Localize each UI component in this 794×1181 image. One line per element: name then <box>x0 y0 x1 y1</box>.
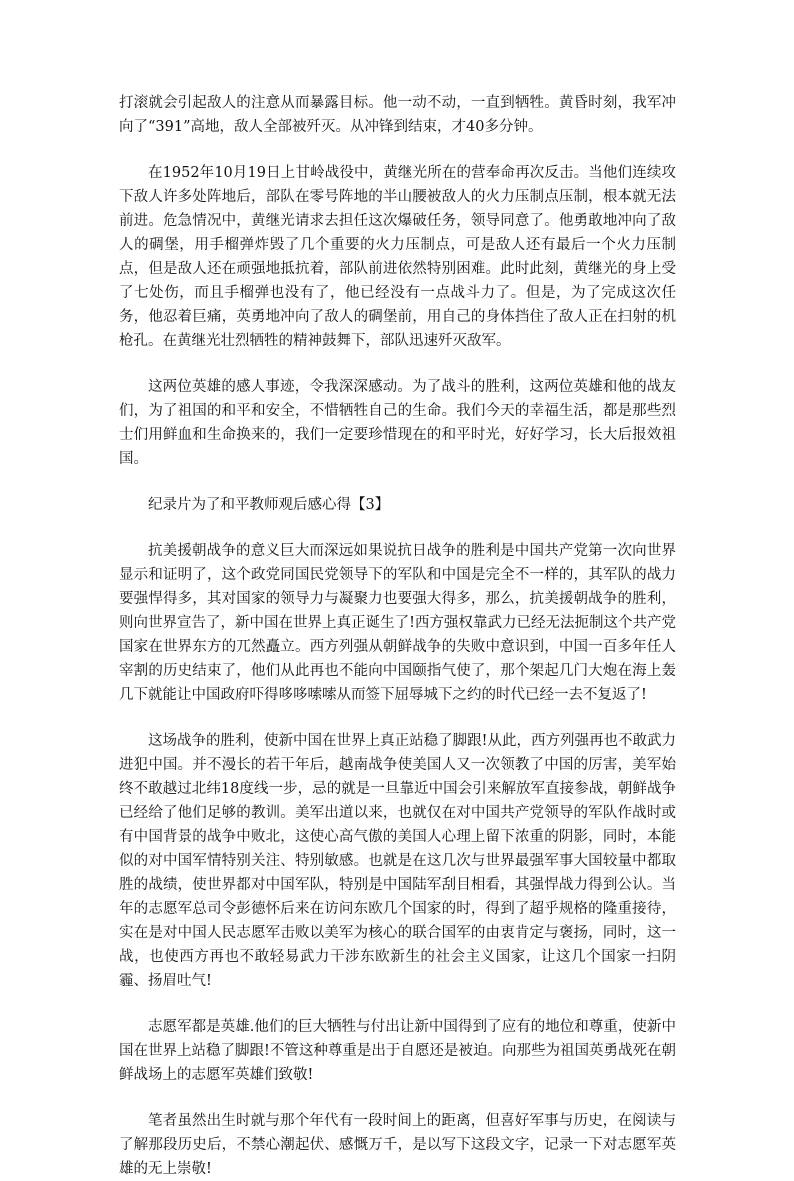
paragraph-2: 在1952年10月19日上甘岭战役中，黄继光所在的营奉命再次反击。当他们连续攻下敌人许多处阵地后，部队在零号阵地的半山腰被敌人的火力压制点压制，根本就无法前进。危急情况中，黄继光请求去担任这次爆破任务，领导同意了。他勇敢地冲向了敌人的碉堡，用手榴弹炸毁了几个重要的火力压制点，可是敌人还有最后一个火力压制点，但是敌人还在顽强地抵抗着，部队前进依然特别困难。此时此刻，黄继光的身上受了七处伤，而且手榴弹也没有了，他已经没有一点战斗力了。但是，为了完成这次任务，他忍着巨痛，英勇地冲向了敌人的碉堡前，用自己的身体挡住了敌人正在扫射的机枪孔。在黄继光壮烈牺牲的精神鼓舞下，部队迅速歼灭敌军。 <box>119 165 676 349</box>
paragraph-7: 笔者虽然出生时就与那个年代有一段时间上的距离，但喜好军事与历史，在阅读与了解那段历史后，不禁心潮起伏、感慨万千，是以写下这段文字，记录一下对志愿军英雄的无上崇敬! <box>119 1113 676 1177</box>
paragraph-5: 这场战争的胜利，使新中国在世界上真正站稳了脚跟!从此，西方列强再也不敢武力进犯中国。并不漫长的若干年后，越南战争使美国人又一次领教了中国的厉害，美军始终不敢越过北纬18度线一步，忌的就是一旦靠近中国会引来解放军直接参战，朝鲜战争已经给了他们足够的教训。美军出道以来，也就仅在对中国共产党领导的军队作战时或有中国背景的战争中败北，这使心高气傲的美国人心理上留下浓重的阴影，同时，本能似的对中国军情特别关注、特别敏感。也就是在这几次与世界最强军事大国较量中都取胜的战绩，使世界都对中国军队，特别是中国陆军刮目相看，其强悍战力得到公认。当年的志愿军总司令彭德怀后来在访问东欧几个国家的时，得到了超乎规格的隆重接待，实在是对中国人民志愿军击败以美军为核心的联合国军的由衷肯定与褒扬，同时，这一战，也使西方再也不敢轻易武力干涉东欧新生的社会主义国家，让这几个国家一扫阴霾、扬眉吐气! <box>119 733 676 989</box>
paragraph-6: 志愿军都是英雄.他们的巨大牺牲与付出让新中国得到了应有的地位和尊重，使新中国在世界上站稳了脚跟!不管这种尊重是出于自愿还是被迫。向那些为祖国英勇战死在朝鲜战场上的志愿军英雄们致敬! <box>119 1019 676 1083</box>
paragraph-4: 抗美援朝战争的意义巨大而深远如果说抗日战争的胜利是中国共产党第一次向世界显示和证明了，这个政党同国民党领导下的军队和中国是完全不一样的，其军队的战力要强悍得多，其对国家的领导力与凝聚力也要强大得多，那么，抗美援朝战争的胜利，则向世界宣告了，新中国在世界上真正诞生了!西方强权靠武力已经无法扼制这个共产党国家在世界东方的兀然矗立。西方列强从朝鲜战争的失败中意识到，中国一百多年任人宰割的历史结束了，他们从此再也不能向中国颐指气使了，那个架起几门大炮在海上轰几下就能让中国政府吓得哆哆嗦嗦从而签下屈辱城下之约的时代已经一去不复返了! <box>119 543 676 703</box>
paragraph-1: 打滚就会引起敌人的注意从而暴露目标。他一动不动，一直到牺牲。黄昏时刻，我军冲向了“391”高地，敌人全部被歼灭。从冲锋到结束，才40多分钟。 <box>119 95 676 135</box>
document-body <box>119 91 676 1181</box>
section-heading: 纪录片为了和平教师观后感心得【3】 <box>148 497 390 513</box>
paragraph-3: 这两位英雄的感人事迹，令我深深感动。为了战斗的胜利，这两位英雄和他的战友们，为了祖国的和平和安全，不惜牺牲自己的生命。我们今天的幸福生活，都是那些烈士们用鲜血和生命换来的，我们一定要珍惜现在的和平时光，好好学习，长大后报效祖国。 <box>119 379 676 467</box>
